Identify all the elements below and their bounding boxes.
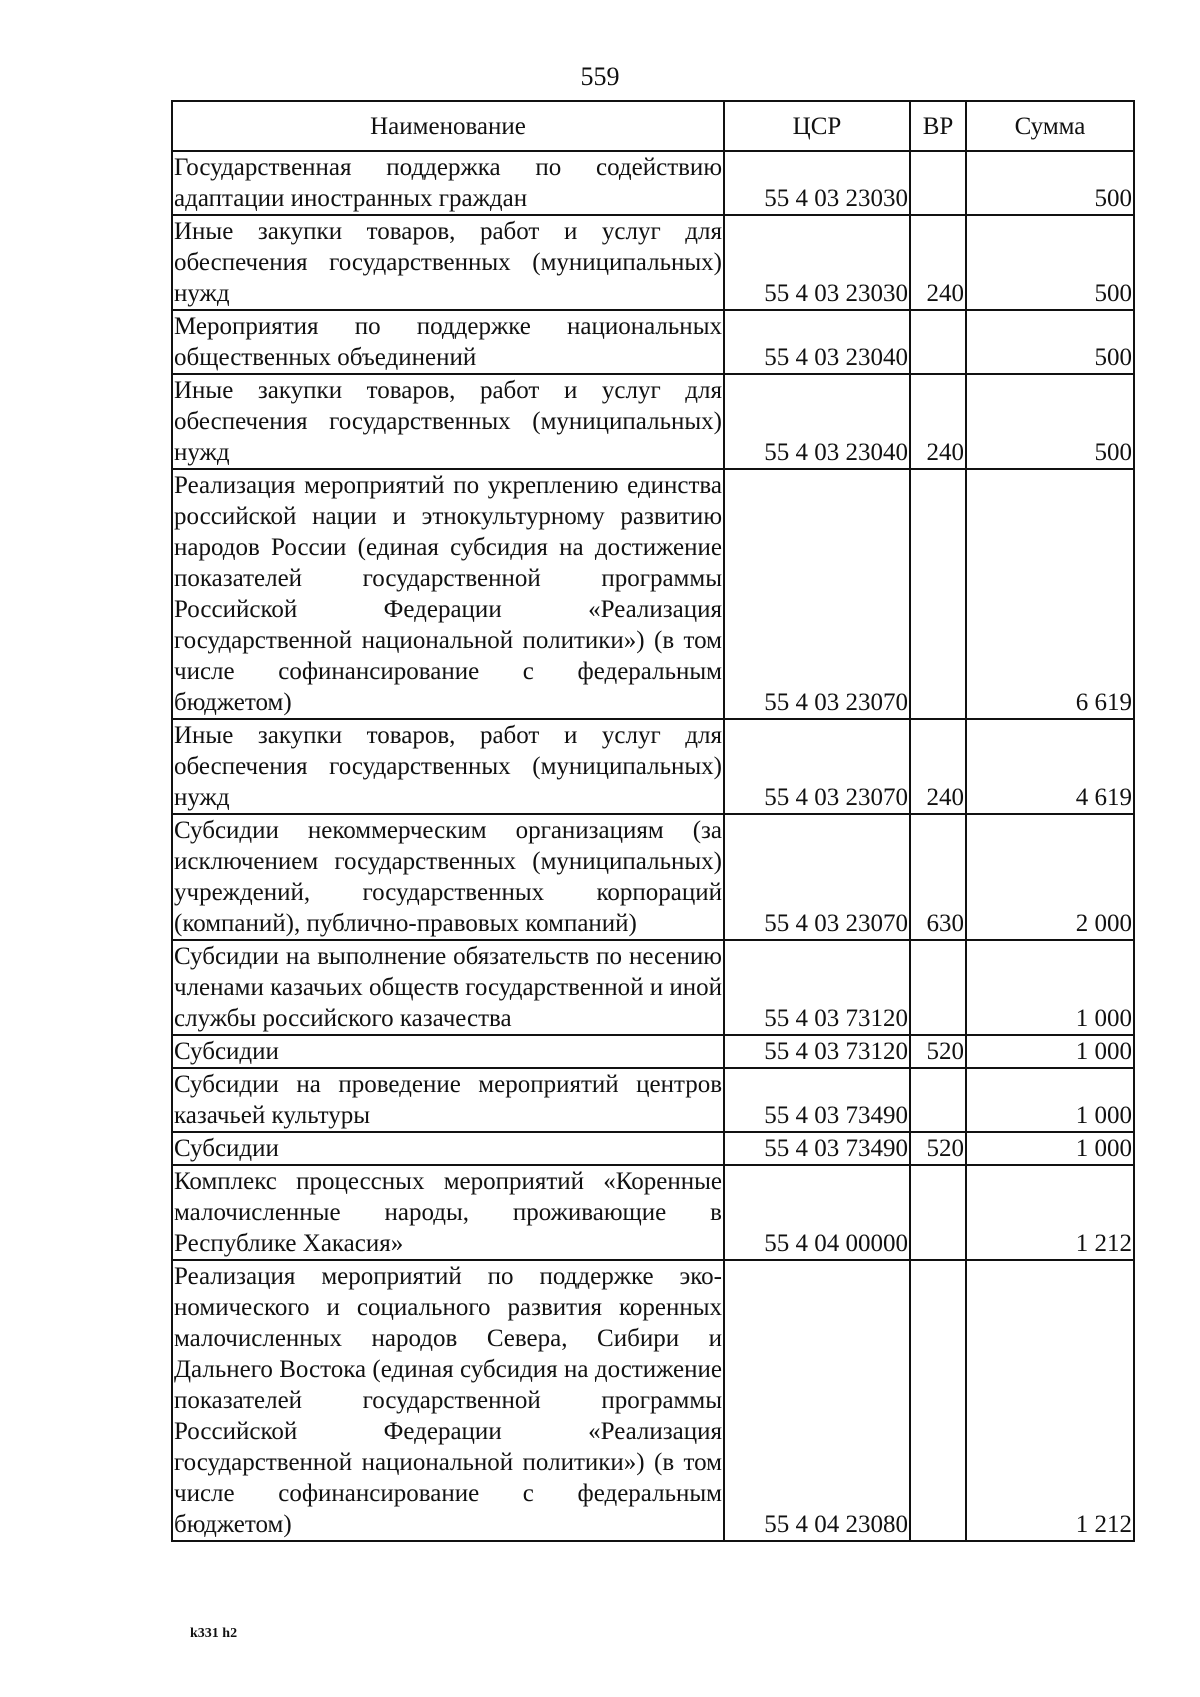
row-vr: 520	[910, 1035, 966, 1068]
row-vr	[910, 1165, 966, 1260]
row-vr	[910, 469, 966, 719]
header-name: Наименование	[172, 101, 724, 151]
table-row	[172, 1165, 1134, 1260]
row-csr: 55 4 03 23070	[724, 469, 910, 719]
row-csr: 55 4 04 23080	[724, 1260, 910, 1541]
row-name: Реализация мероприятий по укреплению единства российской нации и этнокультурному развитию народов России (единая субсидия на достижение показателей государственной программы Российской Федерации «Реализация государственной национальной политики») (в том числе софинансирование с федеральным бюджетом)	[172, 469, 724, 719]
row-name: Реализация мероприятий по поддержке экономического и социального развития коренных малочисленных народов Севера, Сибири и Дальнего Востока (единая субсидия на достижение показателей государственной программы Российской Федерации «Реализация государственной национальной политики») (в том числе софинансирование с федеральным бюджетом)	[172, 1260, 724, 1541]
row-sum: 1 212	[966, 1165, 1134, 1260]
row-csr: 55 4 04 00000	[724, 1165, 910, 1260]
table-row	[172, 374, 1134, 469]
table-row	[172, 1068, 1134, 1132]
table-row	[172, 215, 1134, 310]
footer-code: k331 h2	[190, 1626, 238, 1641]
header-csr: ЦСР	[724, 101, 910, 151]
row-csr: 55 4 03 23070	[724, 719, 910, 814]
row-vr	[910, 1260, 966, 1541]
row-sum: 1 000	[966, 1035, 1134, 1068]
table-row	[172, 719, 1134, 814]
row-name: Государственная поддержка по содействию адаптации иностранных граждан	[172, 151, 724, 215]
table-header-row	[172, 101, 1134, 151]
table-row	[172, 151, 1134, 215]
row-csr: 55 4 03 73120	[724, 1035, 910, 1068]
row-csr: 55 4 03 23030	[724, 215, 910, 310]
row-name: Иные закупки товаров, работ и услуг для обеспечения государственных (муниципальных) нужд	[172, 719, 724, 814]
row-sum: 4 619	[966, 719, 1134, 814]
table-row	[172, 1035, 1134, 1068]
row-name: Иные закупки товаров, работ и услуг для обеспечения государственных (муниципальных) нужд	[172, 374, 724, 469]
row-sum: 500	[966, 310, 1134, 374]
row-name: Субсидии	[172, 1035, 724, 1068]
row-vr: 240	[910, 215, 966, 310]
row-sum: 1 000	[966, 1132, 1134, 1165]
table-row	[172, 1260, 1134, 1541]
table-row	[172, 469, 1134, 719]
row-csr: 55 4 03 73490	[724, 1132, 910, 1165]
row-name: Комплекс процессных мероприятий «Коренные малочисленные народы, проживающие в Республике Хакасия»	[172, 1165, 724, 1260]
row-csr: 55 4 03 23040	[724, 374, 910, 469]
row-csr: 55 4 03 73120	[724, 940, 910, 1035]
row-sum: 1 000	[966, 1068, 1134, 1132]
row-vr: 630	[910, 814, 966, 940]
row-name: Субсидии некоммерческим организациям (за исключением государственных (муниципальных) учреждений, государственных корпораций (компаний), публично-правовых компаний)	[172, 814, 724, 940]
table-row	[172, 1132, 1134, 1165]
row-vr: 240	[910, 374, 966, 469]
row-csr: 55 4 03 23040	[724, 310, 910, 374]
row-sum: 500	[966, 374, 1134, 469]
row-csr: 55 4 03 23070	[724, 814, 910, 940]
header-sum: Сумма	[966, 101, 1134, 151]
table-row	[172, 814, 1134, 940]
table-row	[172, 310, 1134, 374]
row-sum: 500	[966, 151, 1134, 215]
row-vr	[910, 940, 966, 1035]
row-vr	[910, 310, 966, 374]
row-sum: 1 212	[966, 1260, 1134, 1541]
row-name: Субсидии на выполнение обязательств по несению членами казачьих обществ государственной и иной службы российского казачества	[172, 940, 724, 1035]
row-sum: 2 000	[966, 814, 1134, 940]
budget-table	[171, 100, 1135, 1542]
row-sum: 1 000	[966, 940, 1134, 1035]
table-row	[172, 940, 1134, 1035]
row-vr: 520	[910, 1132, 966, 1165]
row-vr	[910, 1068, 966, 1132]
row-name: Субсидии на проведение мероприятий центров казачьей культуры	[172, 1068, 724, 1132]
row-name: Мероприятия по поддержке национальных общественных объединений	[172, 310, 724, 374]
row-csr: 55 4 03 73490	[724, 1068, 910, 1132]
row-sum: 500	[966, 215, 1134, 310]
row-vr: 240	[910, 719, 966, 814]
page-number: 559	[580, 62, 620, 91]
row-csr: 55 4 03 23030	[724, 151, 910, 215]
row-name: Субсидии	[172, 1132, 724, 1165]
header-vr: ВР	[910, 101, 966, 151]
row-vr	[910, 151, 966, 215]
row-sum: 6 619	[966, 469, 1134, 719]
row-name: Иные закупки товаров, работ и услуг для обеспечения государственных (муниципальных) нужд	[172, 215, 724, 310]
